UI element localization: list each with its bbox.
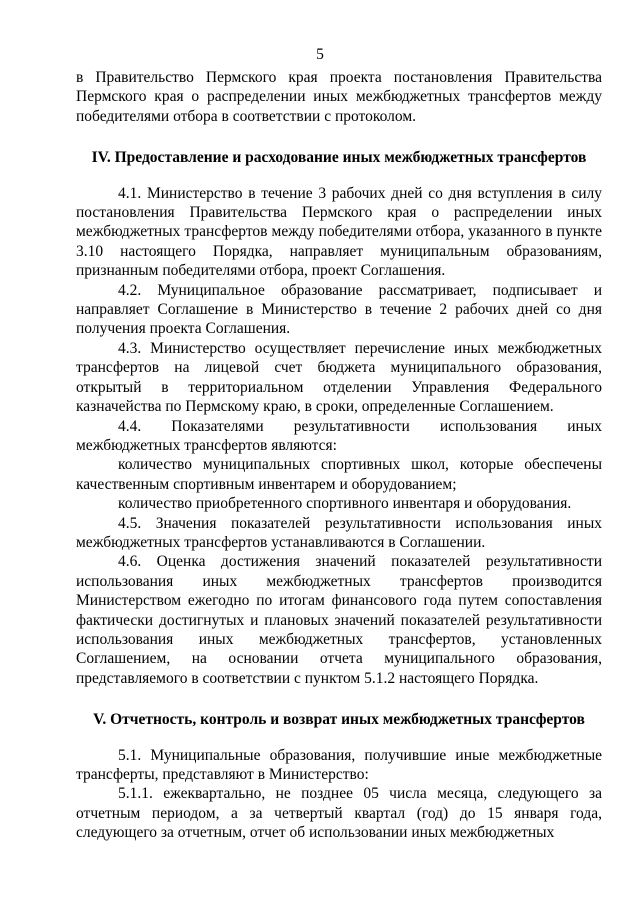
document-body (76, 68, 602, 843)
paragraph-4-4-item-1: количество муниципальных спортивных школ, которые обеспечены качественным спортивным инвентарем и оборудованием; (76, 456, 602, 493)
paragraph-continuation: в Правительство Пермского края проекта постановления Правительства Пермского края о распределении иных межбюджетных трансфертов между победителями отбора в соответствии с протоколом. (76, 69, 602, 125)
section-heading-5: V. Отчетность, контроль и возврат иных межбюджетных трансфертов (93, 711, 585, 729)
paragraph-4-1: 4.1. Министерство в течение 3 рабочих дней со дня вступления в силу постановления Правительства Пермского края о распределении иных межбюджетных трансфертов между победителями отбора, указанного в пункте 3.10 настоящего Порядка, направляет муниципальным образованиям, признанным победителями отбора, проект Соглашения. (76, 184, 602, 280)
paragraph-4-4: 4.4. Показателями результативности использования иных межбюджетных трансфертов являются: (76, 417, 602, 454)
paragraph-5-1-1: 5.1.1. ежеквартально, не позднее 05 числа месяца, следующего за отчетным периодом, а за четвертый квартал (год) до 15 января года, следующего за отчетным, отчет об использовании иных межбюджетных (76, 785, 602, 842)
paragraph-4-2: 4.2. Муниципальное образование рассматривает, подписывает и направляет Соглашение в Министерство в течение 2 рабочих дней со дня получения проекта Соглашения. (76, 281, 602, 338)
paragraph-4-4-item-2: количество приобретенного спортивного инвентаря и оборудования. (118, 495, 572, 513)
page-number: 5 (316, 46, 324, 63)
paragraph-5-1: 5.1. Муниципальные образования, получившие иные межбюджетные трансферты, представляют в Министерство: (76, 746, 602, 783)
section-heading-4: IV. Предоставление и расходование иных межбюджетных трансфертов (91, 149, 587, 167)
paragraph-4-3: 4.3. Министерство осуществляет перечисление иных межбюджетных трансфертов на лицевой счет бюджета муниципального образования, открытый в территориальном отделении Управления Федерального казначейства по Пермскому краю, в сроки, определенные Соглашением. (76, 339, 602, 416)
paragraph-4-5: 4.5. Значения показателей результативности использования иных межбюджетных трансфертов устанавливаются в Соглашении. (76, 514, 602, 551)
paragraph-4-6: 4.6. Оценка достижения значений показателей результативности использования иных межбюджетных трансфертов производится Министерством ежегодно по итогам финансового года путем сопоставления фактически достигнутых и плановых значений показателей результативности использования иных межбюджетных трансфертов, установленных Соглашением, на основании отчета муниципального образования, представляемого в соответствии с пунктом 5.1.2 настоящего Порядка. (76, 553, 602, 687)
